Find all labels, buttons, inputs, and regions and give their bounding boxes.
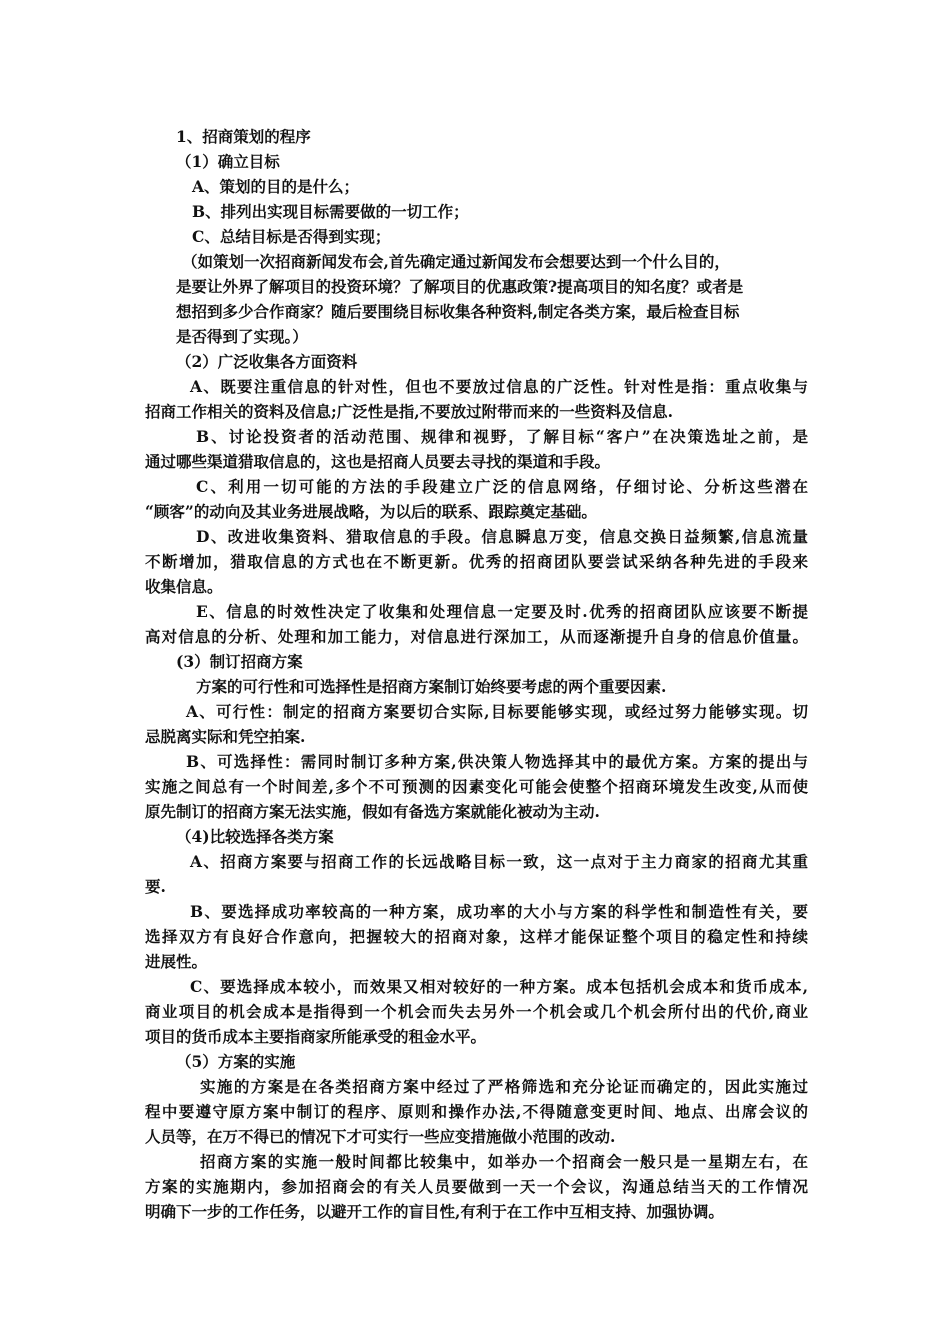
step-3-item-a-line: A、可行性：制定的招商方案要切合实际,目标要能够实现，或经过努力能够实现。切 bbox=[186, 702, 808, 721]
step-4-item-b-line: 选择双方有良好合作意向，把握较大的招商对象，这样才能保证整个项目的稳定性和持续 bbox=[145, 927, 808, 946]
step-4-item-b-line: 进展性。 bbox=[145, 952, 208, 971]
step-4-item-a-line: 要. bbox=[145, 877, 166, 896]
step-2-item-c-line: “顾客”的动向及其业务进展战略，为以后的联系、跟踪奠定基础。 bbox=[145, 502, 597, 521]
step-3-heading: (3）制订招商方案 bbox=[176, 652, 303, 671]
step-1-item-a: A、策划的目的是什么； bbox=[192, 177, 360, 196]
step-2-item-c-line: C、利用一切可能的方法的手段建立广泛的信息网络，仔细讨论、分析这些潜在 bbox=[196, 477, 808, 496]
step-5-paragraph-1-line: 程中要遵守原方案中制订的程序、原则和操作办法,不得随意变更时间、地点、出席会议的 bbox=[145, 1102, 808, 1121]
section-title: 1、招商策划的程序 bbox=[176, 127, 311, 146]
step-1-heading: （1）确立目标 bbox=[176, 152, 280, 171]
step-3-item-a-line: 忌脱离实际和凭空拍案. bbox=[145, 727, 306, 746]
step-2-heading: （2）广泛收集各方面资料 bbox=[176, 352, 358, 371]
step-2-item-b-line: B、讨论投资者的活动范围、规律和视野，了解目标“客户”在决策选址之前，是 bbox=[196, 427, 808, 446]
step-2-item-e-line: 高对信息的分析、处理和加工能力，对信息进行深加工，从而逐渐提升自身的信息价值量。 bbox=[145, 627, 808, 646]
step-3-item-b-line: 原先制订的招商方案无法实施，假如有备选方案就能化被动为主动. bbox=[145, 802, 600, 821]
step-4-item-c-line: 商业项目的机会成本是指得到一个机会而失去另外一个机会或几个机会所付出的代价,商业 bbox=[145, 1002, 808, 1021]
step-2-item-a-line: A、既要注重信息的针对性，但也不要放过信息的广泛性。针对性是指：重点收集与 bbox=[190, 377, 808, 396]
step-2-item-b-line: 通过哪些渠道猎取信息的，这也是招商人员要去寻找的渠道和手段。 bbox=[145, 452, 611, 471]
step-1-item-b: B、排列出实现目标需要做的一切工作； bbox=[192, 202, 469, 221]
step-2-item-a-line: 招商工作相关的资料及信息;广泛性是指,不要放过附带而来的一些资料及信息. bbox=[145, 402, 674, 421]
step-3-item-b-line: 实施之间总有一个时间差,多个不可预测的因素变化可能会使整个招商环境发生改变,从而使 bbox=[145, 777, 808, 796]
step-2-item-d-line: 收集信息。 bbox=[145, 577, 223, 596]
step-5-paragraph-1-line: 人员等，在万不得已的情况下才可实行一些应变措施做小范围的改动. bbox=[145, 1127, 616, 1146]
step-5-paragraph-2-line: 明确下一步的工作任务，以避开工作的盲目性,有利于在工作中互相支持、加强协调。 bbox=[145, 1202, 724, 1221]
step-1-note-line: 是要让外界了解项目的投资环境？了解项目的优惠政策?提高项目的知名度？或者是 bbox=[176, 277, 744, 296]
step-5-paragraph-2-line: 方案的实施期内，参加招商会的有关人员要做到一天一个会议，沟通总结当天的工作情况 bbox=[145, 1177, 808, 1196]
step-1-note-line: 是否得到了实现。） bbox=[176, 327, 308, 346]
step-4-item-c-line: C、要选择成本较小，而效果又相对较好的一种方案。成本包括机会成本和货币成本, bbox=[190, 977, 808, 996]
step-2-item-d-line: D、改进收集资料、猎取信息的手段。信息瞬息万变，信息交换日益频繁,信息流量 bbox=[196, 527, 808, 546]
step-5-paragraph-1-line: 实施的方案是在各类招商方案中经过了严格筛选和充分论证而确定的，因此实施过 bbox=[200, 1077, 808, 1096]
step-2-item-e-line: E、信息的时效性决定了收集和处理信息一定要及时.优秀的招商团队应该要不断提 bbox=[196, 602, 808, 621]
step-1-item-c: C、总结目标是否得到实现； bbox=[192, 227, 391, 246]
step-1-note-line: 想招到多少合作商家？随后要围绕目标收集各种资料,制定各类方案，最后检查目标 bbox=[176, 302, 740, 321]
step-3-intro: 方案的可行性和可选择性是招商方案制订始终要考虑的两个重要因素. bbox=[196, 677, 667, 696]
step-4-item-a-line: A、招商方案要与招商工作的长远战略目标一致，这一点对于主力商家的招商尤其重 bbox=[190, 852, 808, 871]
step-3-item-b-line: B、可选择性：需同时制订多种方案,供决策人物选择其中的最优方案。方案的提出与 bbox=[186, 752, 808, 771]
step-1-note-line: （如策划一次招商新闻发布会,首先确定通过新闻发布会想要达到一个什么目的， bbox=[182, 252, 730, 271]
step-5-paragraph-2-line: 招商方案的实施一般时间都比较集中，如举办一个招商会一般只是一星期左右，在 bbox=[200, 1152, 808, 1171]
step-4-heading: （4)比较选择各类方案 bbox=[176, 827, 334, 846]
step-4-item-b-line: B、要选择成功率较高的一种方案，成功率的大小与方案的科学性和制造性有关，要 bbox=[190, 902, 808, 921]
step-4-item-c-line: 项目的货币成本主要指商家所能承受的租金水平。 bbox=[145, 1027, 487, 1046]
step-2-item-d-line: 不断增加，猎取信息的方式也在不断更新。优秀的招商团队要尝试采纳各种先进的手段来 bbox=[145, 552, 808, 571]
step-5-heading: （5）方案的实施 bbox=[176, 1052, 296, 1071]
